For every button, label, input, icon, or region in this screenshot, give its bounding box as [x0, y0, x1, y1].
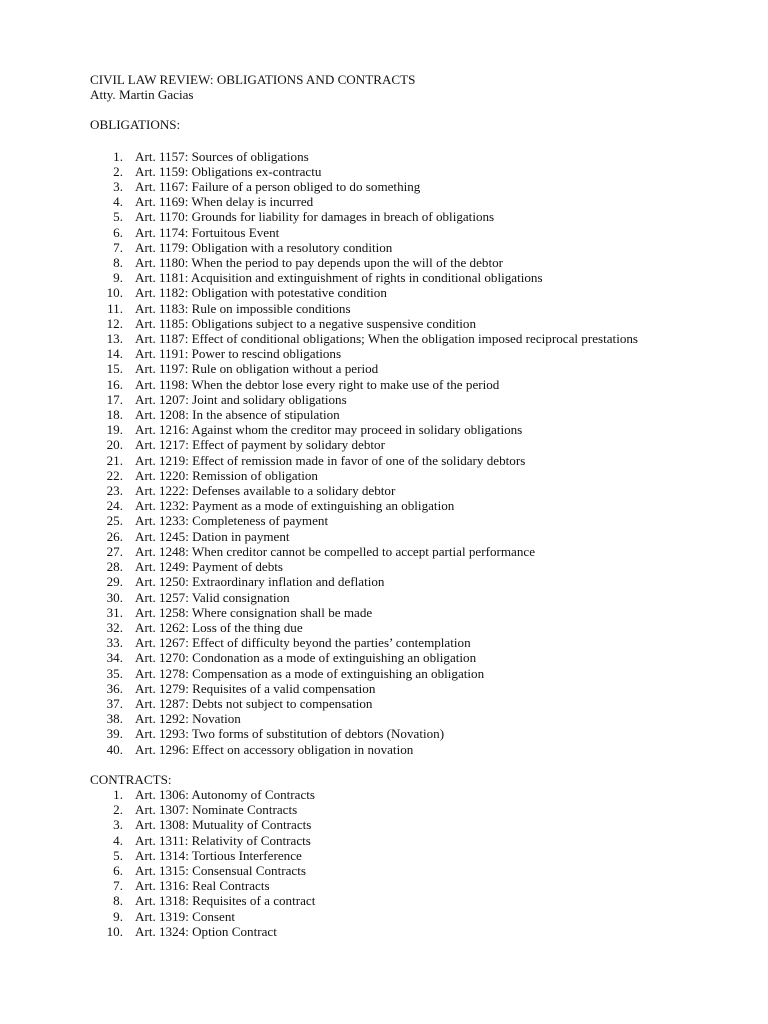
list-item-text: Art. 1169: When delay is incurred — [135, 194, 314, 210]
list-item-text: Art. 1258: Where consignation shall be made — [135, 604, 373, 620]
list-item-text: Art. 1187: Effect of conditional obligations; When the obligation imposed reciprocal prestations — [135, 331, 639, 347]
list-item-number: 35. — [106, 665, 123, 681]
list-item — [90, 483, 677, 498]
list-item — [90, 407, 677, 422]
list-item — [90, 513, 677, 528]
list-item — [90, 817, 677, 832]
list-item — [90, 878, 677, 893]
list-item-number: 15. — [106, 361, 123, 377]
list-item-number: 6. — [113, 224, 123, 240]
list-item-number: 6. — [113, 862, 123, 878]
list-item-text: Art. 1245: Dation in payment — [135, 528, 290, 544]
list-item — [90, 711, 677, 726]
list-item-text: Art. 1316: Real Contracts — [135, 878, 270, 894]
list-item — [90, 316, 677, 331]
list-item — [90, 742, 677, 757]
list-item — [90, 498, 677, 513]
list-item-text: Art. 1219: Effect of remission made in favor of one of the solidary debtors — [135, 452, 526, 468]
list-item-number: 39. — [106, 726, 123, 742]
list-item — [90, 681, 677, 696]
list-item — [90, 361, 677, 376]
list-item-text: Art. 1293: Two forms of substitution of debtors (Novation) — [135, 726, 445, 742]
list-item-text: Art. 1287: Debts not subject to compensation — [135, 695, 373, 711]
list-item — [90, 422, 677, 437]
list-item-number: 38. — [106, 711, 123, 727]
list-item-number: 4. — [113, 194, 123, 210]
list-item — [90, 346, 677, 361]
list-item-number: 1. — [113, 148, 123, 164]
list-item-number: 8. — [113, 255, 123, 271]
list-item-text: Art. 1262: Loss of the thing due — [135, 619, 303, 635]
list-item-text: Art. 1232: Payment as a mode of extinguishing an obligation — [135, 498, 455, 514]
list-item-number: 16. — [106, 376, 123, 392]
list-item — [90, 437, 677, 452]
list-item — [90, 666, 677, 681]
list-item — [90, 863, 677, 878]
list-item-text: Art. 1248: When creditor cannot be compelled to accept partial performance — [135, 543, 536, 559]
obligations-heading: OBLIGATIONS: — [90, 117, 181, 133]
list-item-number: 12. — [106, 315, 123, 331]
list-item-number: 14. — [106, 346, 123, 362]
list-item — [90, 605, 677, 620]
list-item — [90, 590, 677, 605]
list-item-number: 31. — [106, 604, 123, 620]
list-item-text: Art. 1233: Completeness of payment — [135, 513, 329, 529]
list-item-number: 30. — [106, 589, 123, 605]
list-item-text: Art. 1257: Valid consignation — [135, 589, 290, 605]
list-item-text: Art. 1170: Grounds for liability for damages in breach of obligations — [135, 209, 495, 225]
list-item-number: 34. — [106, 650, 123, 666]
list-item-number: 2. — [113, 802, 123, 818]
list-item — [90, 377, 677, 392]
list-item-number: 3. — [113, 179, 123, 195]
list-item-number: 40. — [106, 741, 123, 757]
list-item-text: Art. 1191: Power to rescind obligations — [135, 346, 342, 362]
list-item — [90, 924, 677, 939]
list-item — [90, 696, 677, 711]
list-item-number: 8. — [113, 893, 123, 909]
list-item-text: Art. 1292: Novation — [135, 711, 241, 727]
list-item — [90, 468, 677, 483]
list-item — [90, 559, 677, 574]
list-item — [90, 893, 677, 908]
list-item — [90, 225, 677, 240]
list-item — [90, 179, 677, 194]
list-item-text: Art. 1207: Joint and solidary obligations — [135, 391, 347, 407]
list-item-text: Art. 1308: Mutuality of Contracts — [135, 817, 312, 833]
list-item-text: Art. 1185: Obligations subject to a negative suspensive condition — [135, 315, 476, 331]
list-item-text: Art. 1306: Autonomy of Contracts — [135, 786, 316, 802]
list-item-number: 33. — [106, 635, 123, 651]
list-item-number: 3. — [113, 817, 123, 833]
list-item-number: 22. — [106, 467, 123, 483]
list-item-number: 1. — [113, 786, 123, 802]
list-item-text: Art. 1318: Requisites of a contract — [135, 893, 316, 909]
list-item-text: Art. 1270: Condonation as a mode of extinguishing an obligation — [135, 650, 477, 666]
list-item-text: Art. 1181: Acquisition and extinguishment of rights in conditional obligations — [135, 270, 543, 286]
list-item — [90, 909, 677, 924]
list-item-text: Art. 1208: In the absence of stipulation — [135, 407, 340, 423]
list-item-number: 27. — [106, 543, 123, 559]
list-item-text: Art. 1324: Option Contract — [135, 923, 277, 939]
list-item-text: Art. 1174: Fortuitous Event — [135, 224, 280, 240]
contracts-heading: CONTRACTS: — [90, 771, 172, 787]
list-item-number: 37. — [106, 695, 123, 711]
document-author: Atty. Martin Gacias — [90, 87, 194, 103]
list-item-text: Art. 1311: Relativity of Contracts — [135, 832, 311, 848]
list-item-number: 10. — [106, 285, 123, 301]
list-item — [90, 149, 677, 164]
list-item — [90, 529, 677, 544]
list-item-text: Art. 1296: Effect on accessory obligation in novation — [135, 741, 414, 757]
list-item-text: Art. 1217: Effect of payment by solidary debtor — [135, 437, 385, 453]
list-item-number: 24. — [106, 498, 123, 514]
list-item — [90, 787, 677, 802]
document-title: CIVIL LAW REVIEW: OBLIGATIONS AND CONTRACTS — [90, 72, 416, 87]
list-item-number: 9. — [113, 908, 123, 924]
list-item-text: Art. 1220: Remission of obligation — [135, 467, 318, 483]
list-item-number: 7. — [113, 239, 123, 255]
list-item — [90, 301, 677, 316]
list-item-number: 2. — [113, 163, 123, 179]
list-item-number: 13. — [106, 331, 123, 347]
list-item-text: Art. 1267: Effect of difficulty beyond the parties’ contemplation — [135, 635, 471, 651]
list-item — [90, 848, 677, 863]
list-item-number: 5. — [113, 209, 123, 225]
list-item — [90, 726, 677, 741]
list-item — [90, 635, 677, 650]
list-item-number: 28. — [106, 559, 123, 575]
list-item — [90, 270, 677, 285]
list-item-text: Art. 1249: Payment of debts — [135, 559, 284, 575]
list-item — [90, 574, 677, 589]
list-item — [90, 255, 677, 270]
list-item-text: Art. 1315: Consensual Contracts — [135, 862, 306, 878]
obligations-list — [90, 149, 678, 757]
list-item-text: Art. 1197: Rule on obligation without a period — [135, 361, 379, 377]
list-item-number: 5. — [113, 847, 123, 863]
list-item — [90, 285, 677, 300]
list-item-text: Art. 1180: When the period to pay depends upon the will of the debtor — [135, 255, 503, 271]
list-item-text: Art. 1216: Against whom the creditor may proceed in solidary obligations — [135, 422, 523, 438]
list-item — [90, 331, 677, 346]
list-item-text: Art. 1314: Tortious Interference — [135, 847, 302, 863]
list-item-text: Art. 1167: Failure of a person obliged to do something — [135, 179, 421, 195]
list-item — [90, 240, 677, 255]
contracts-list — [90, 787, 678, 939]
list-item — [90, 164, 677, 179]
list-item — [90, 833, 677, 848]
list-item-text: Art. 1159: Obligations ex-contractu — [135, 163, 322, 179]
list-item — [90, 650, 677, 665]
list-item — [90, 802, 677, 817]
list-item-text: Art. 1198: When the debtor lose every right to make use of the period — [135, 376, 500, 392]
list-item-text: Art. 1278: Compensation as a mode of extinguishing an obligation — [135, 665, 485, 681]
list-item-number: 19. — [106, 422, 123, 438]
list-item-number: 26. — [106, 528, 123, 544]
list-item — [90, 620, 677, 635]
list-item-number: 21. — [106, 452, 123, 468]
list-item — [90, 194, 677, 209]
list-item — [90, 392, 677, 407]
list-item-text: Art. 1307: Nominate Contracts — [135, 802, 298, 818]
list-item-number: 32. — [106, 619, 123, 635]
list-item-number: 10. — [106, 923, 123, 939]
list-item-text: Art. 1183: Rule on impossible conditions — [135, 300, 351, 316]
list-item-text: Art. 1182: Obligation with potestative condition — [135, 285, 387, 301]
list-item-number: 23. — [106, 483, 123, 499]
list-item-number: 25. — [106, 513, 123, 529]
list-item-number: 4. — [113, 832, 123, 848]
list-item — [90, 544, 677, 559]
list-item — [90, 453, 677, 468]
list-item-text: Art. 1222: Defenses available to a solidary debtor — [135, 483, 396, 499]
list-item-number: 7. — [113, 878, 123, 894]
list-item-number: 9. — [113, 270, 123, 286]
list-item-number: 29. — [106, 574, 123, 590]
list-item — [90, 209, 677, 224]
list-item-text: Art. 1157: Sources of obligations — [135, 148, 309, 164]
list-item-number: 20. — [106, 437, 123, 453]
list-item-number: 11. — [107, 300, 123, 316]
list-item-number: 18. — [106, 407, 123, 423]
list-item-text: Art. 1250: Extraordinary inflation and deflation — [135, 574, 385, 590]
list-item-text: Art. 1319: Consent — [135, 908, 236, 924]
list-item-number: 36. — [106, 680, 123, 696]
list-item-text: Art. 1279: Requisites of a valid compensation — [135, 680, 376, 696]
list-item-number: 17. — [106, 391, 123, 407]
list-item-text: Art. 1179: Obligation with a resolutory condition — [135, 239, 393, 255]
